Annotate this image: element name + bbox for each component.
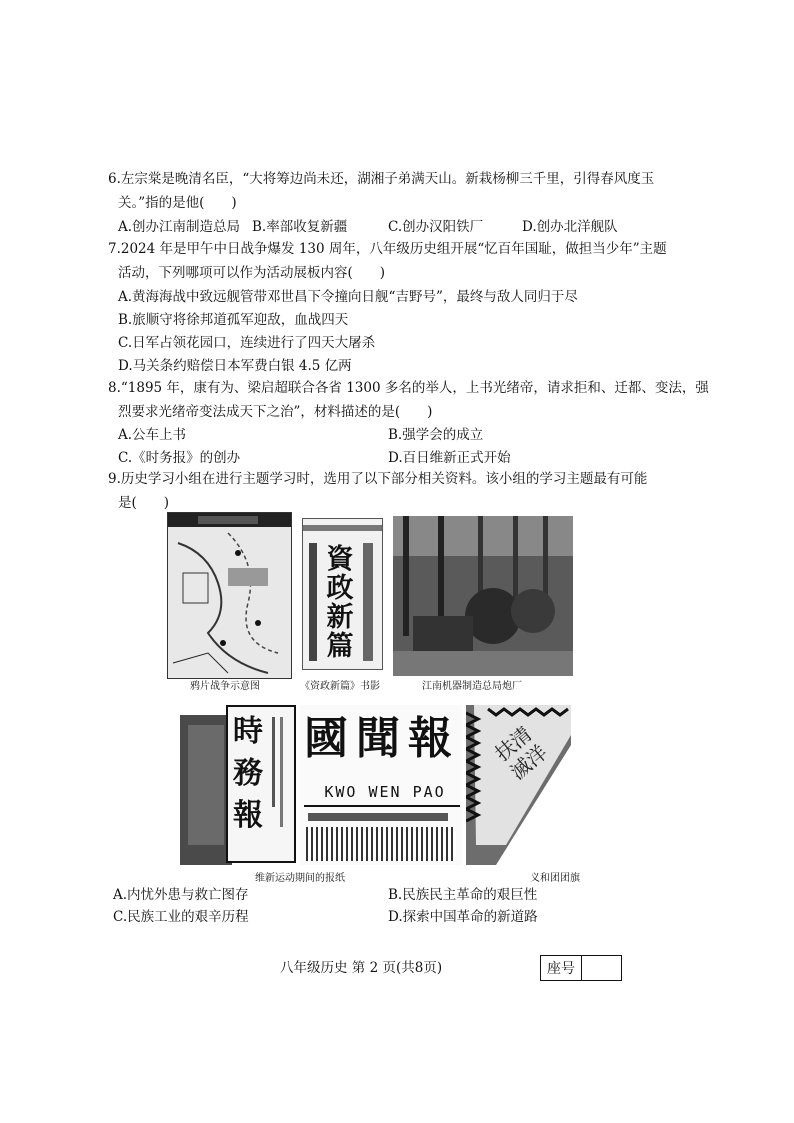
guowenbao-image <box>300 705 462 865</box>
boxer-flag-image <box>466 705 571 865</box>
seat-number-blank <box>582 956 621 980</box>
q6-option-b: B.率部收复新疆 <box>252 219 348 235</box>
q9-stem-line1: 9.历史学习小组在进行主题学习时，选用了以下部分相关资料。该小组的学习主题最有可能 <box>108 471 648 487</box>
shiwubao-title: 時務報 <box>233 714 263 833</box>
caption-opium-war-map: 鸦片战争示意图 <box>190 681 260 692</box>
q7-stem-line2: 活动，下列哪项可以作为活动展板内容( ) <box>118 265 386 281</box>
q8-option-d: D.百日维新正式开始 <box>388 450 511 466</box>
jiangnan-arsenal-photo <box>393 516 573 676</box>
shiwubao-image <box>180 705 298 865</box>
q8-stem-line1: 8.“1895 年，康有为、梁启超联合各省 1300 多名的举人，上书光绪帝，请求拒和、迁都、变法，强 <box>108 380 709 396</box>
q6-stem-line2: 关。”指的是他( ) <box>118 195 237 211</box>
caption-jiangnan-arsenal: 江南机器制造总局炮厂 <box>422 681 522 692</box>
boxer-flag-text: 扶清滅洋 <box>490 721 552 785</box>
zizheng-book-title: 資政新篇 <box>326 544 354 662</box>
q6-option-c: C.创办汉阳铁厂 <box>388 219 484 235</box>
q7-stem-line1: 7.2024 年是甲午中日战争爆发 130 周年，八年级历史组开展“忆百年国耻，做担当少年”主题 <box>108 241 667 257</box>
q6-stem-line1: 6.左宗棠是晚清名臣，“大将筹边尚未还，湖湘子弟满天山。新栽杨柳三千里，引得春风度玉 <box>108 171 655 187</box>
opium-war-map-image <box>167 512 292 679</box>
caption-boxer-flag: 义和团团旗 <box>530 873 580 884</box>
q9-option-c: C.民族工业的艰辛历程 <box>113 909 249 925</box>
q9-option-a: A.内忧外患与救亡图存 <box>113 887 249 903</box>
q7-option-b: B.旅顺守将徐邦道孤军迎敌，血战四天 <box>118 312 349 328</box>
q8-option-b: B.强学会的成立 <box>388 427 484 443</box>
zizheng-xinpian-cover-image <box>302 518 383 670</box>
caption-reform-newspapers: 维新运动期间的报纸 <box>255 873 345 884</box>
q7-option-c: C.日军占领花园口，连续进行了四天大屠杀 <box>118 335 376 351</box>
q6-option-d: D.创办北洋舰队 <box>522 219 618 235</box>
seat-number-label: 座号 <box>541 956 582 980</box>
q7-option-d: D.马关条约赔偿日本军费白银 4.5 亿两 <box>118 358 352 374</box>
seat-number-box <box>540 955 622 981</box>
q8-stem-line2: 烈要求光绪帝变法成天下之治”，材料描述的是( ) <box>118 404 433 420</box>
guowenbao-title: 國聞報 <box>304 713 460 764</box>
page-footer: 八年级历史 第 2 页(共8页) <box>280 960 443 976</box>
q9-stem-line2: 是( ) <box>118 495 170 511</box>
q8-option-c: C.《时务报》的创办 <box>118 450 241 466</box>
q9-option-b: B.民族民主革命的艰巨性 <box>388 887 538 903</box>
q7-option-a: A.黄海海战中致远舰管带邓世昌下令撞向日舰“吉野号”，最终与敌人同归于尽 <box>118 289 578 305</box>
q9-option-d: D.探索中国革命的新道路 <box>388 909 538 925</box>
q6-option-a: A.创办江南制造总局 <box>118 219 241 235</box>
q8-option-a: A.公车上书 <box>118 427 187 443</box>
caption-zizheng-xinpian: 《资政新篇》书影 <box>300 681 380 692</box>
guowenbao-latin-title: KWO WEN PAO <box>324 783 446 801</box>
